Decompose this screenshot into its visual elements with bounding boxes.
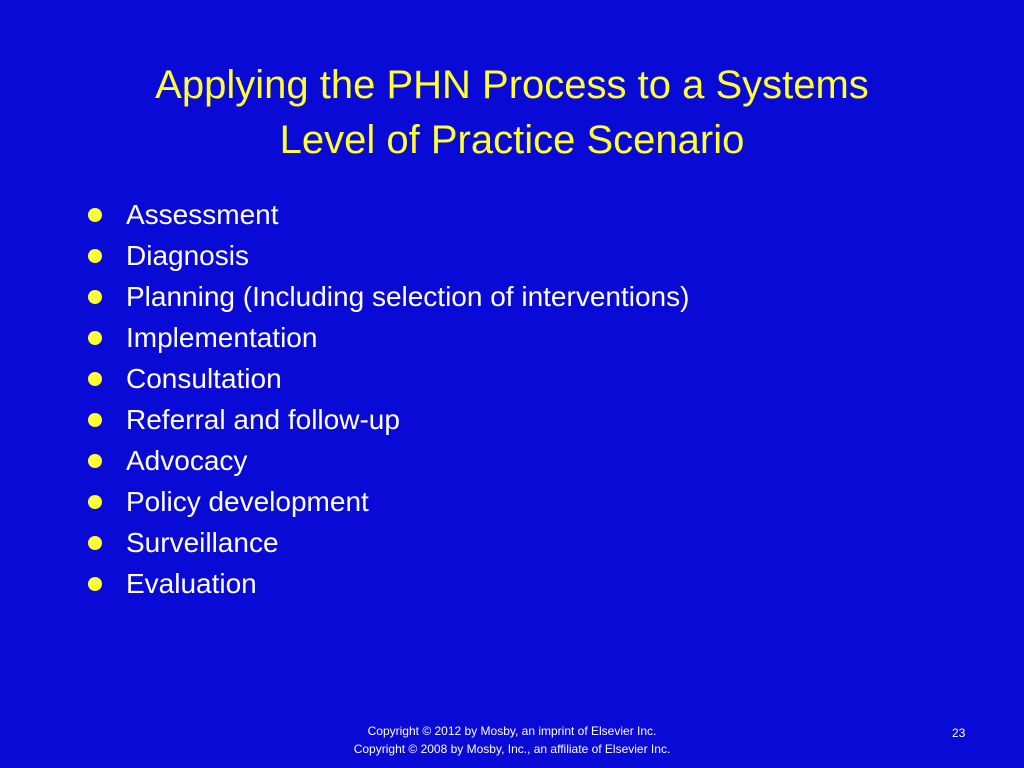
bullet-text: Implementation xyxy=(126,321,318,353)
bullet-dot-icon xyxy=(88,495,102,509)
bullet-dot-icon xyxy=(88,454,102,468)
bullet-dot-icon xyxy=(88,331,102,345)
bullet-text: Referral and follow-up xyxy=(126,403,400,435)
bullet-text: Assessment xyxy=(126,198,279,230)
bullet-dot-icon xyxy=(88,577,102,591)
slide-title-line: Applying the PHN Process to a Systems xyxy=(155,63,869,107)
page-number: 23 xyxy=(952,726,966,740)
copyright-line: Copyright © 2008 by Mosby, Inc., an affiliate of Elsevier Inc. xyxy=(353,742,671,756)
bullet-list xyxy=(88,194,689,604)
bullet-item xyxy=(88,276,689,317)
copyright-footer xyxy=(312,722,712,758)
bullet-dot-icon xyxy=(88,290,102,304)
bullet-text: Policy development xyxy=(126,485,369,517)
copyright-line: Copyright © 2012 by Mosby, an imprint of Elsevier Inc. xyxy=(367,724,657,738)
bullet-text: Diagnosis xyxy=(126,239,249,271)
bullet-item xyxy=(88,317,689,358)
bullet-dot-icon xyxy=(88,372,102,386)
bullet-text: Advocacy xyxy=(126,444,248,476)
bullet-item xyxy=(88,481,689,522)
bullet-text: Consultation xyxy=(126,362,282,394)
bullet-text: Planning (Including selection of interventions) xyxy=(126,280,690,312)
bullet-dot-icon xyxy=(88,249,102,263)
slide-title xyxy=(60,58,964,168)
bullet-item xyxy=(88,440,689,481)
bullet-item xyxy=(88,399,689,440)
bullet-dot-icon xyxy=(88,536,102,550)
bullet-text: Surveillance xyxy=(126,526,279,558)
bullet-item xyxy=(88,235,689,276)
bullet-dot-icon xyxy=(88,208,102,222)
bullet-item xyxy=(88,194,689,235)
bullet-item xyxy=(88,563,689,604)
bullet-item xyxy=(88,358,689,399)
bullet-text: Evaluation xyxy=(126,567,257,599)
bullet-item xyxy=(88,522,689,563)
slide-title-line: Level of Practice Scenario xyxy=(279,118,745,162)
bullet-dot-icon xyxy=(88,413,102,427)
